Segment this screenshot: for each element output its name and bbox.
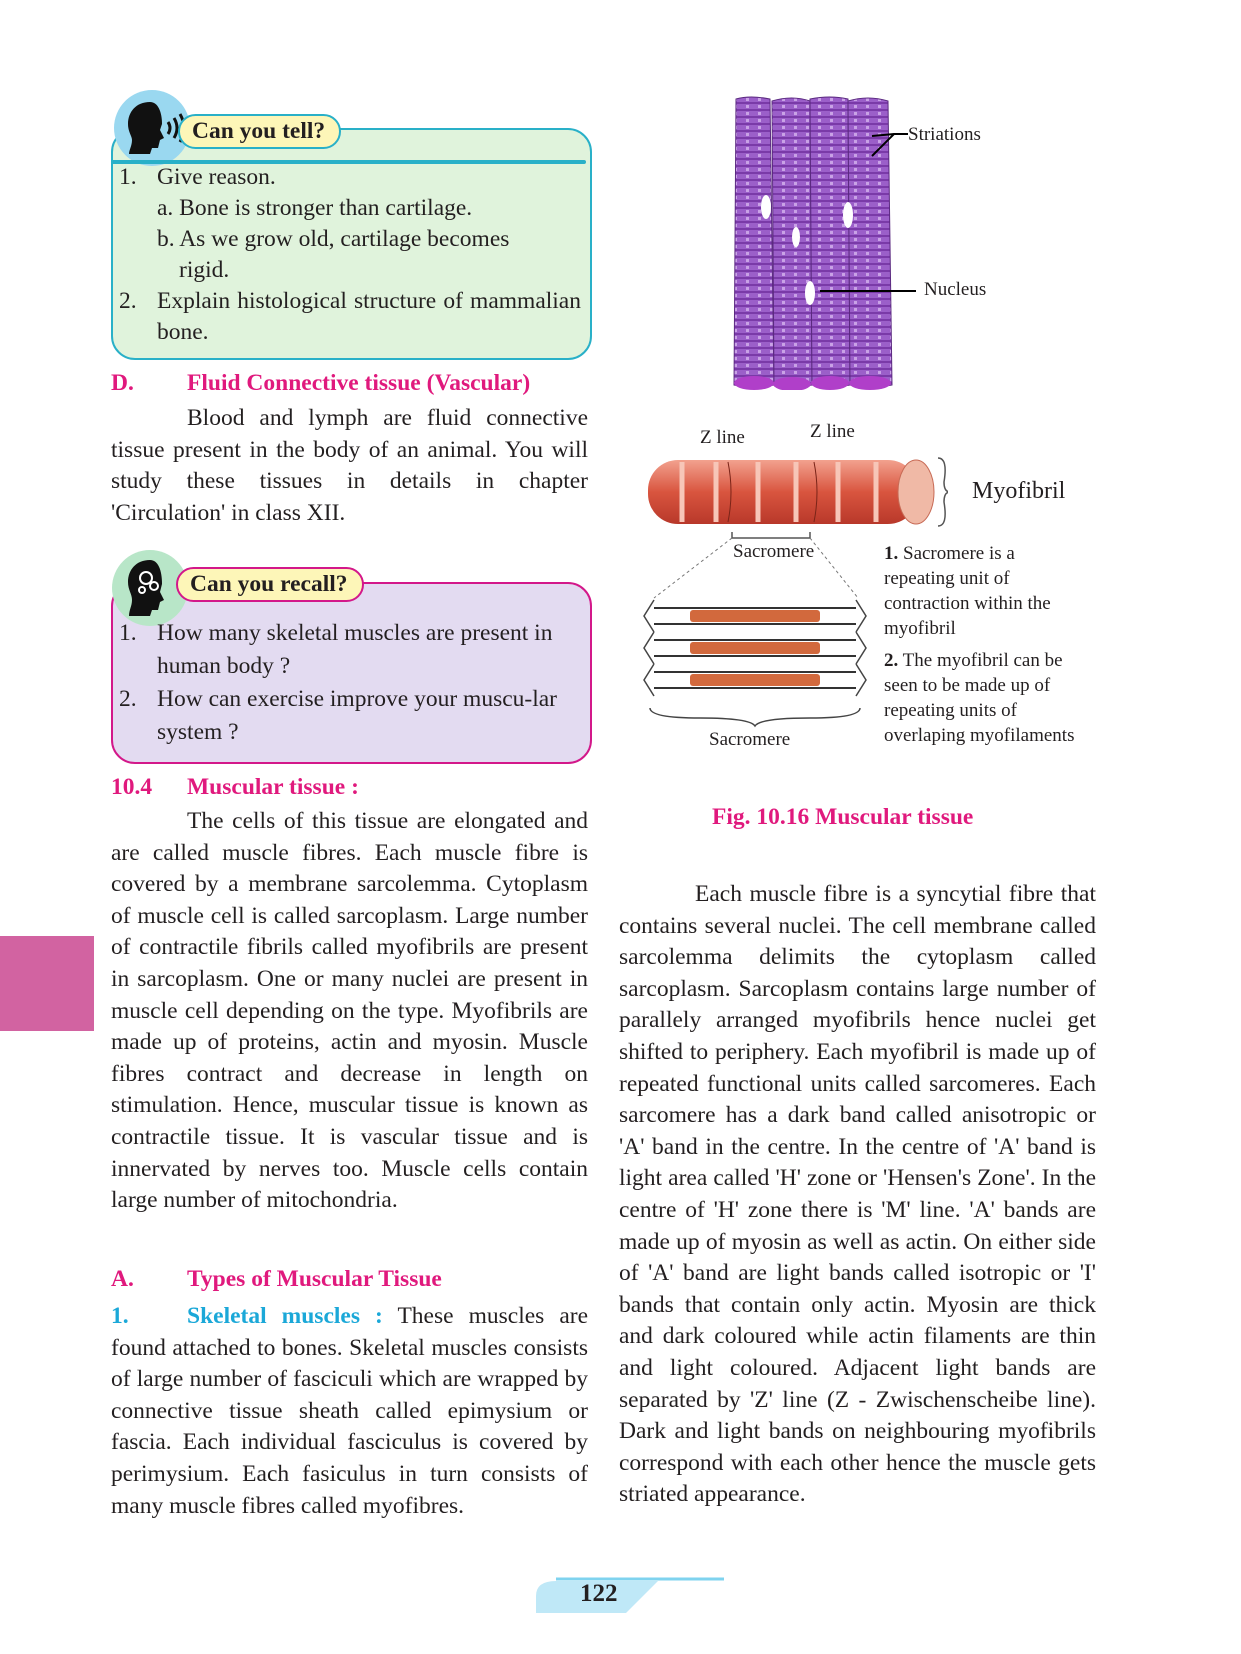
label-z-line-2: Z line bbox=[810, 421, 855, 442]
section-d-text: Blood and lymph are fluid connective tissue present in the body of an animal. You will study these tissues in details in chapter 'Circulation' in class XII. bbox=[111, 405, 588, 526]
list-item: rigid. bbox=[179, 257, 230, 283]
list-item: b. As we grow old, cartilage becomes bbox=[157, 226, 510, 252]
skeletal-title: Skeletal muscles : bbox=[187, 1303, 383, 1329]
section-10-4-text: The cells of this tissue are elongated and are called muscle fibres. Each muscle fibre is covered by a membrane sarcolemma. Cytoplasm of muscle cell is called sarcoplasm. Large number of contractile fibrils called myofibrils are present in sarcoplasm. One or many nuclei are present in muscle cell depending on the type. Myofibrils are made up of proteins, actin and myosin. Muscle fibres contract and decrease in length on stimulation. Hence, muscular tissue is known as contractile tissue. It is vascular tissue and is innervated by nerves too. Muscle cells contain large number of mitochondria. bbox=[111, 808, 588, 1214]
right-column-text: Each muscle fibre is a syncytial fibre that contains several nuclei. The cell membrane called sarcolemma delimits the cytoplasm called sarcoplasm. Sarcoplasm contains large number of parallely arranged myofibrils hence nuclei get shifted to periphery. Each myofibril is made up of repeated functional units called sarcomeres. Each sarcomere has a dark band called anisotropic or 'A' band in the centre. In the centre of 'A' band is light area called 'H' zone or 'Hensen's Zone'. In the centre of 'H' zone there is 'M' line. 'A' bands are made up of myosin as well as actin. On either side of 'A' band are light bands called isotropic or 'I' bands that contain only actin. Myosin are thick and dark coloured while actin filaments are thin and light coloured. Adjacent light bands are separated by 'Z' line (Z - Zwischenscheibe line). Dark and light bands on neighbouring myofibrils correspond with each other hence the muscle gets striated appearance. bbox=[619, 881, 1096, 1508]
page-number: 122 bbox=[580, 1580, 618, 1607]
section-a-heading: A. Types of Muscular Tissue bbox=[111, 1266, 442, 1292]
label-striations: Striations bbox=[908, 124, 981, 145]
list-item: 2. Explain histological structure of mammalian bone. bbox=[119, 288, 581, 345]
label-sacromere-top: Sacromere bbox=[733, 541, 815, 562]
side-tab bbox=[0, 936, 94, 1031]
label-z-line-1: Z line bbox=[700, 427, 745, 448]
can-you-recall-title: Can you recall? bbox=[176, 567, 364, 602]
figure-caption: Fig. 10.16 Muscular tissue bbox=[712, 804, 974, 830]
skeletal-num: 1. bbox=[111, 1303, 129, 1329]
figure-note-1: 1. Sacromere is a repeating unit of contraction within the myofibril bbox=[884, 543, 1051, 639]
label-sacromere-bottom: Sacromere bbox=[709, 729, 791, 750]
label-myofibril: Myofibril bbox=[972, 478, 1066, 504]
section-10-4-heading: 10.4 Muscular tissue : bbox=[111, 774, 359, 800]
striations-leader-line bbox=[870, 130, 910, 160]
figure-note-2: 2. The myofibril can be seen to be made up of repeating units of overlaping myofilaments bbox=[884, 650, 1075, 746]
list-item: a. Bone is stronger than cartilage. bbox=[157, 195, 473, 221]
list-item: 1. Give reason. bbox=[119, 164, 276, 190]
list-item: 1. How many skeletal muscles are present in human body ? bbox=[119, 620, 553, 679]
label-nucleus: Nucleus bbox=[924, 279, 987, 300]
nucleus-leader-line bbox=[820, 286, 920, 296]
can-you-tell-title: Can you tell? bbox=[178, 114, 341, 149]
skeletal-muscles-paragraph bbox=[111, 1301, 588, 1522]
list-item: 2. How can exercise improve your muscu-lar system ? bbox=[119, 686, 558, 745]
sarcomere-illustration bbox=[640, 528, 870, 728]
section-d-heading: D. Fluid Connective tissue (Vascular) bbox=[111, 370, 531, 396]
skeletal-text: These muscles are found attached to bones. Skeletal muscles consists of large number of fasciculi which are wrapped by connective tissue sheath called epimysium or fascia. Each individual fasciculus is covered by perimysium. Each fasiculus in turn consists of many muscle fibres called myofibres. bbox=[111, 1303, 589, 1519]
myofibril-illustration bbox=[638, 452, 948, 532]
